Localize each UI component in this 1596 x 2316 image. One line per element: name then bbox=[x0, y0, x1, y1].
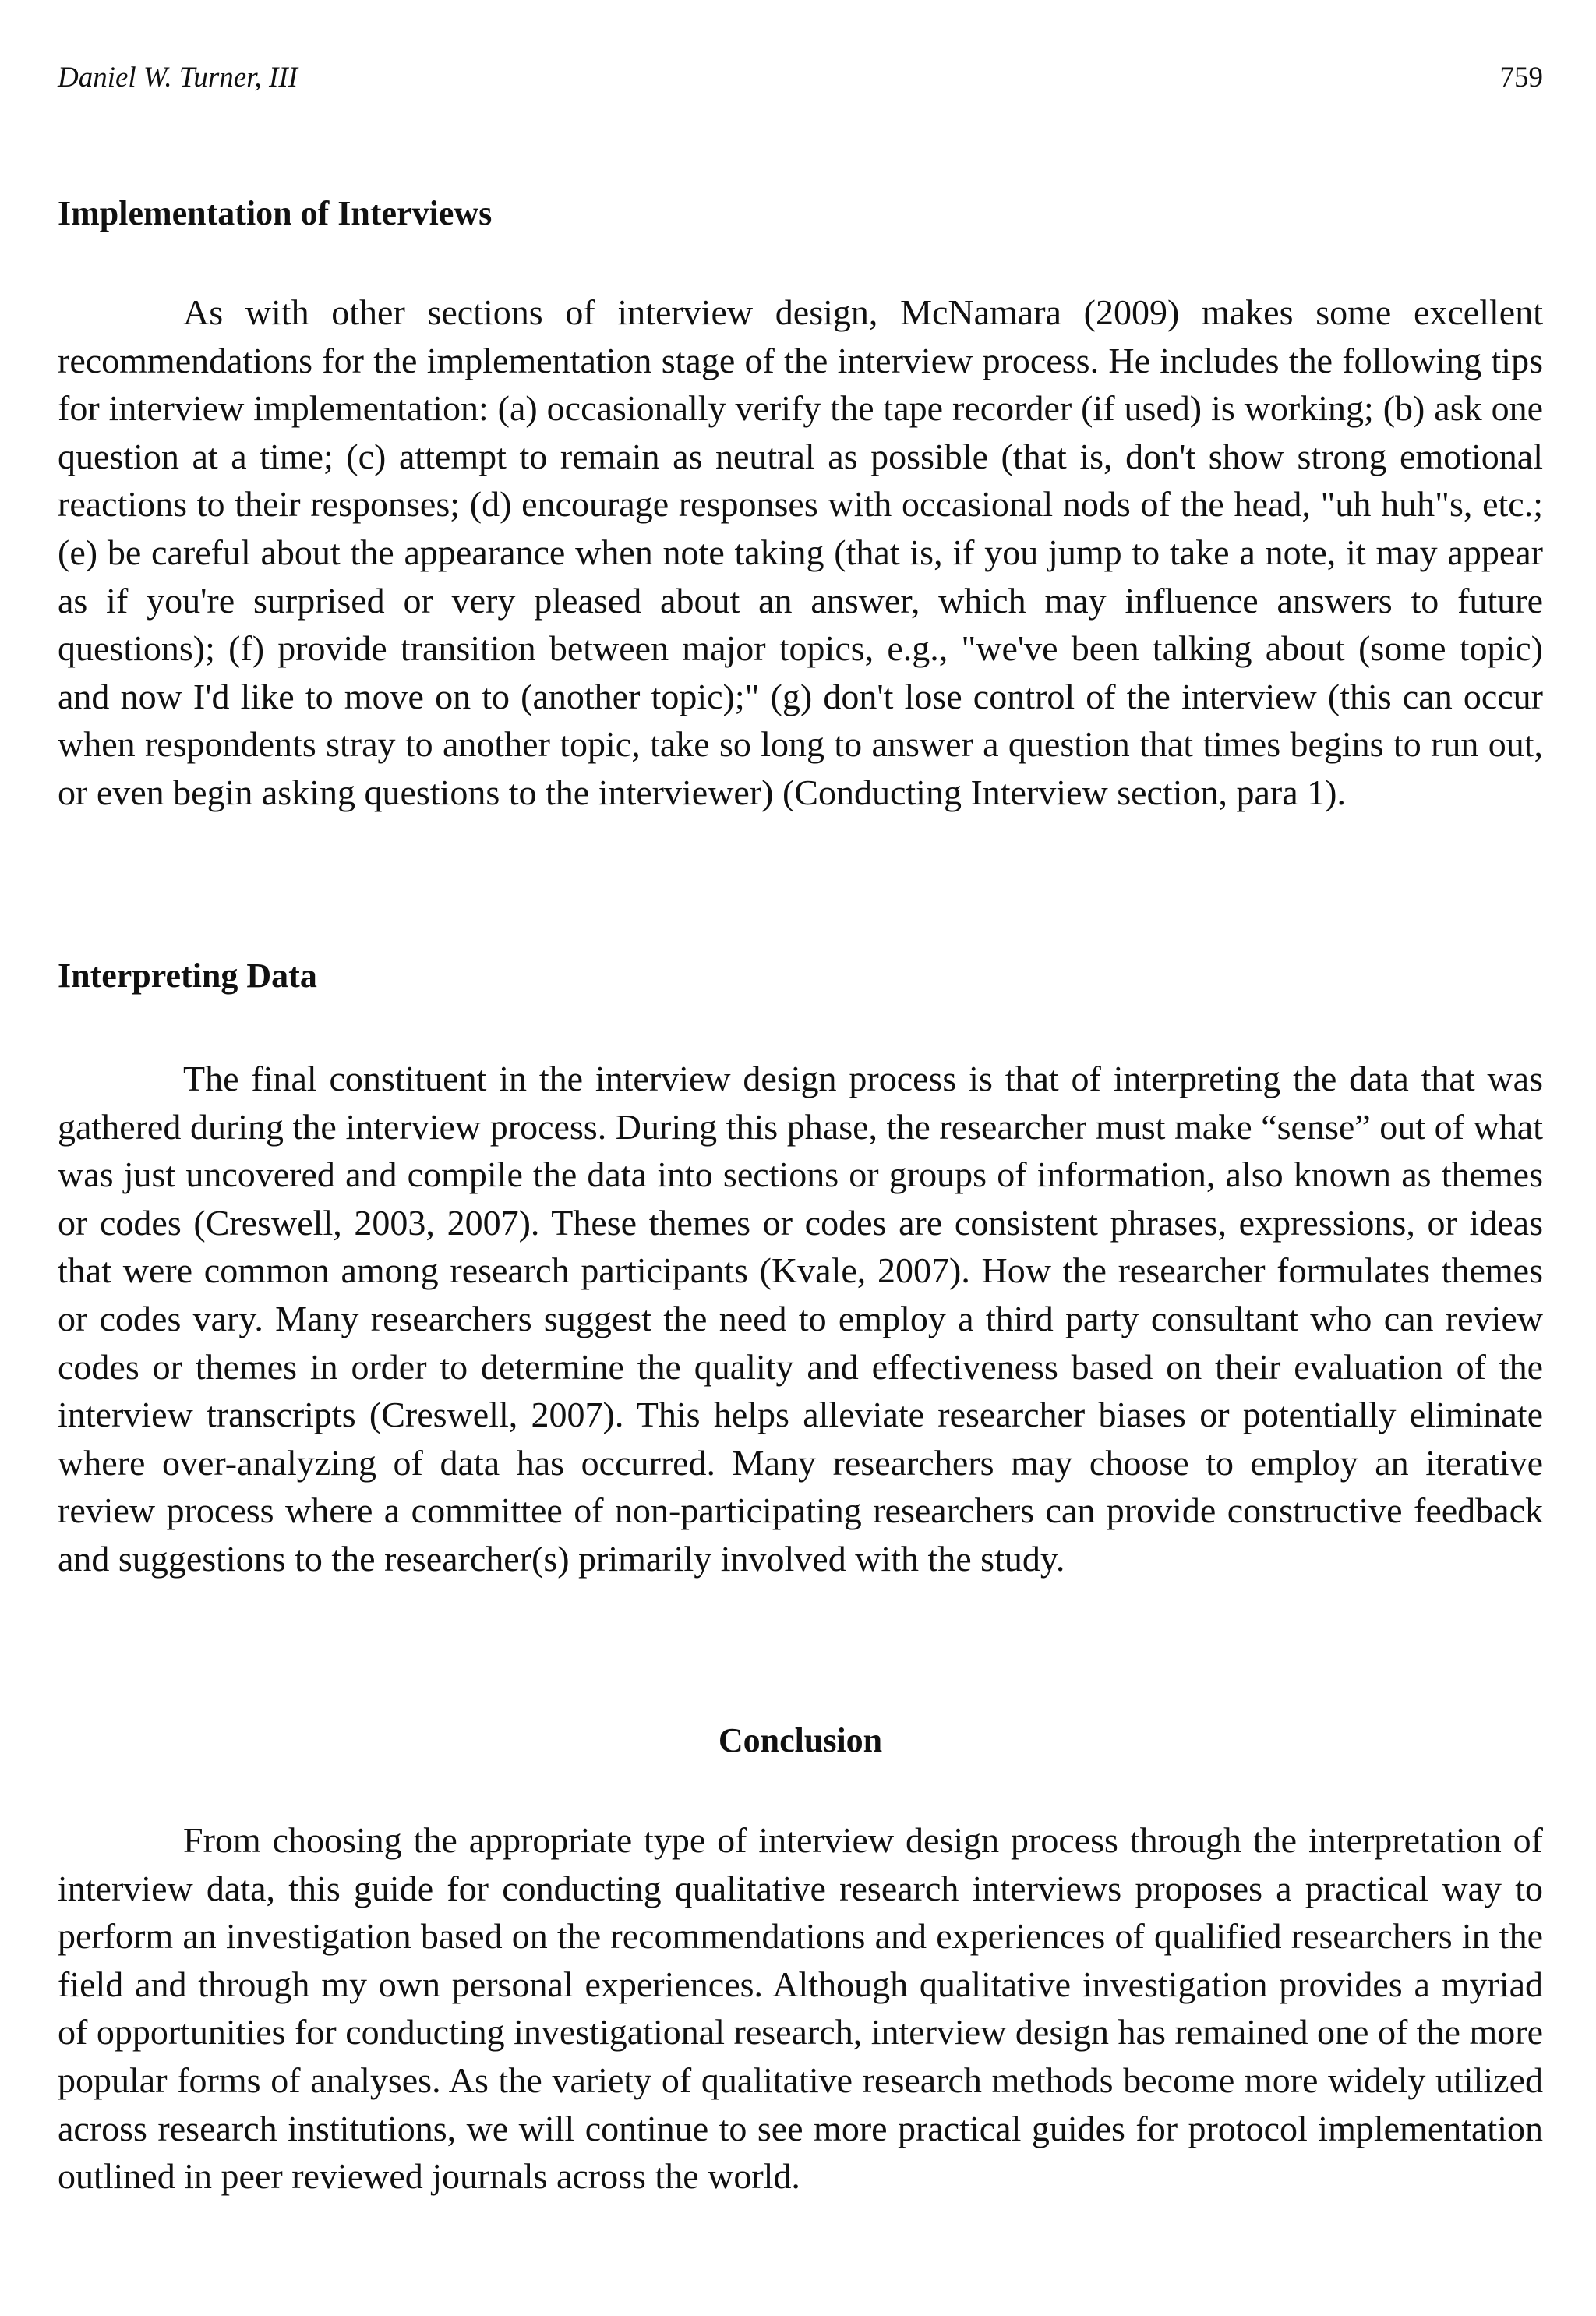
journal-page bbox=[58, 0, 1543, 2316]
paragraph-implementation: As with other sections of interview design, McNamara (2009) makes some excellent recommendations for the implementation stage of the interview process. He includes the following tips for interview implementation: (a) occasionally verify the tape recorder (if used) is working; (b) ask one question at a time; (c) attempt to remain as neutral as possible (that is, don't show strong emotional reactions to their responses; (d) encourage responses with occasional nods of the head, "uh huh"s, etc.; (e) be careful about the appearance when note taking (that is, if you jump to take a note, it may appear as if you're surprised or very pleased about an answer, which may influence answers to future questions); (f) provide transition between major topics, e.g., "we've been talking about (some topic) and now I'd like to move on to (another topic);" (g) don't lose control of the interview (this can occur when respondents stray to another topic, take so long to answer a question that times begins to run out, or even begin asking questions to the interviewer) (Conducting Interview section, para 1). bbox=[58, 292, 1543, 812]
running-head-author: Daniel W. Turner, III bbox=[58, 62, 298, 94]
section-heading-interpreting-data: Interpreting Data bbox=[58, 956, 317, 995]
paragraph-interpreting-data: The final constituent in the interview design process is that of interpreting the data that was gathered during the interview process. During this phase, the researcher must make “sense” out of what was just uncovered and compile the data into sections or groups of information, also known as themes or codes (Creswell, 2003, 2007). These themes or codes are consistent phrases, expressions, or ideas that were common among research participants (Kvale, 2007). How the researcher formulates themes or codes vary. Many researchers suggest the need to employ a third party consultant who can review codes or themes in order to determine the quality and effectiveness based on their evaluation of the interview transcripts (Creswell, 2007). This helps alleviate researcher biases or potentially eliminate where over-analyzing of data has occurred. Many researchers may choose to employ an iterative review process where a committee of non-participating researchers can provide constructive feedback and suggestions to the researcher(s) primarily involved with the study. bbox=[58, 1059, 1543, 1579]
running-head bbox=[58, 61, 1543, 100]
section-heading-conclusion: Conclusion bbox=[718, 1721, 883, 1759]
paragraph-conclusion: From choosing the appropriate type of interview design process through the interpretation of interview data, this guide for conducting qualitative research interviews proposes a practical way to perform an investigation based on the recommendations and experiences of qualified researchers in the field and through my own personal experiences. Although qualitative investigation provides a myriad of opportunities for conducting investigational research, interview design has remained one of the more popular forms of analyses. As the variety of qualitative research methods become more widely utilized across research institutions, we will continue to see more practical guides for protocol implementation outlined in peer reviewed journals across the world. bbox=[58, 1820, 1543, 2197]
page-number: 759 bbox=[1499, 62, 1543, 94]
section-heading-implementation: Implementation of Interviews bbox=[58, 194, 493, 232]
